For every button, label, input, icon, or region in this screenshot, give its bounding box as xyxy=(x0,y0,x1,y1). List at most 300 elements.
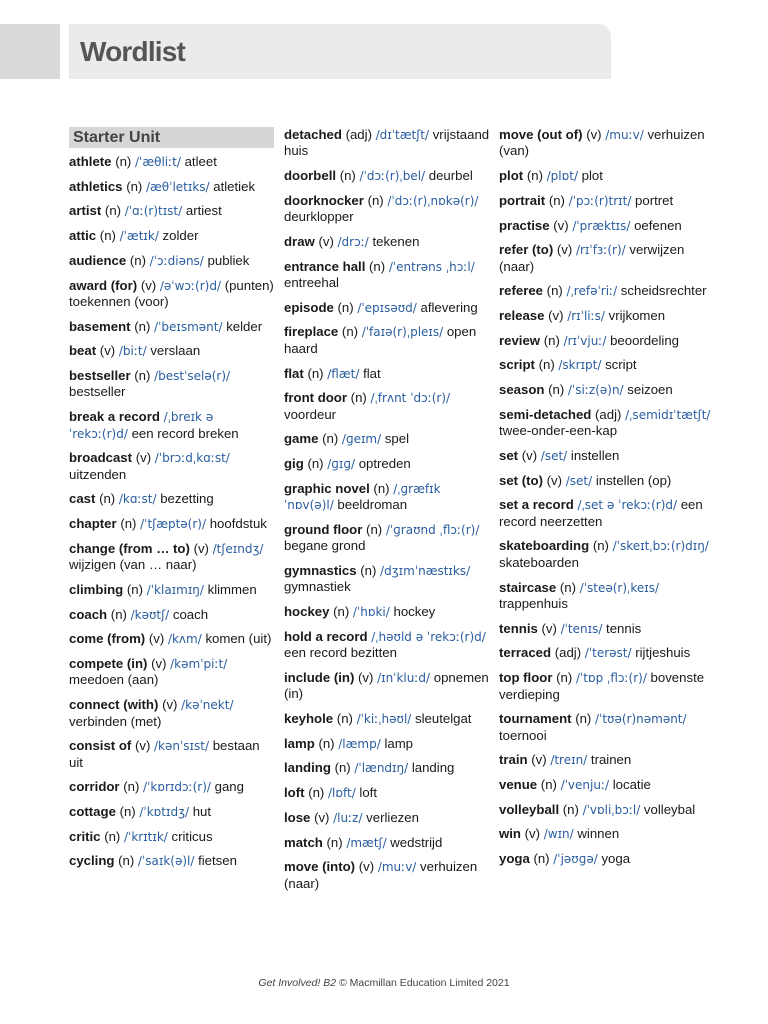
headword: gig xyxy=(284,456,304,472)
headword: move (into) xyxy=(284,859,356,875)
part-of-speech: (n) xyxy=(118,853,135,869)
translation: seizoen xyxy=(627,382,673,398)
phonetic-transcription: /ˈdɔː(r)ˌbel/ xyxy=(359,169,426,184)
wordlist-entry xyxy=(499,711,717,744)
part-of-speech: (v) xyxy=(586,127,602,142)
translation: skateboarden xyxy=(499,554,579,570)
translation: coach xyxy=(172,606,209,622)
translation: publiek xyxy=(207,252,250,268)
translation: beoordeling xyxy=(610,332,680,348)
part-of-speech: (n) xyxy=(526,168,543,184)
translation: artiest xyxy=(185,203,222,219)
headword: set a record xyxy=(499,497,574,513)
headword: artist xyxy=(69,203,102,219)
translation: portret xyxy=(635,192,674,208)
part-of-speech: (n) xyxy=(540,777,557,793)
wordlist-entry xyxy=(284,324,494,357)
translation: wijzigen (van … naar) xyxy=(69,557,197,573)
wordlist-entry xyxy=(69,343,274,359)
section-tab-marker xyxy=(0,24,60,79)
headword: broadcast xyxy=(69,450,133,466)
wordlist-entry xyxy=(499,218,717,234)
part-of-speech: (v) xyxy=(524,826,541,842)
wordlist-entry xyxy=(284,127,494,160)
part-of-speech: (v) xyxy=(546,472,563,488)
headword: detached xyxy=(284,127,342,142)
translation: flat xyxy=(363,365,381,381)
translation: beeldroman xyxy=(337,497,408,513)
translation: voordeur xyxy=(284,406,337,422)
part-of-speech: (n) xyxy=(99,228,116,244)
headword: cast xyxy=(69,491,96,507)
part-of-speech: (n) xyxy=(115,154,132,169)
wordlist-entry xyxy=(69,278,274,311)
phonetic-transcription: /kəʊtʃ/ xyxy=(130,607,170,622)
translation: entreehal xyxy=(284,275,339,291)
phonetic-transcription: /ˈklaɪmɪŋ/ xyxy=(146,582,204,597)
wordlist-entry xyxy=(284,670,494,703)
part-of-speech: (v) xyxy=(553,217,569,233)
title-bar xyxy=(69,24,611,79)
wordlist-entry xyxy=(284,234,494,250)
phonetic-transcription: /ˈkɒrɪdɔː(r)/ xyxy=(143,780,211,795)
wordlist-entry xyxy=(284,711,494,727)
translation: hockey xyxy=(393,604,436,620)
translation: verwijzen (naar) xyxy=(499,242,685,274)
wordlist-entry xyxy=(284,481,494,514)
wordlist-entry xyxy=(284,300,494,316)
translation: komen (uit) xyxy=(205,631,272,647)
translation: atleet xyxy=(184,154,217,169)
translation: bestaan uit xyxy=(69,738,260,770)
wordlist-entry xyxy=(499,580,717,613)
phonetic-transcription: /ˈæθliːt/ xyxy=(134,155,181,169)
headword: refer (to) xyxy=(499,242,554,258)
wordlist-entry xyxy=(284,604,494,620)
phonetic-transcription: /drɔː/ xyxy=(337,234,369,249)
part-of-speech: (n) xyxy=(134,368,151,384)
headword: hockey xyxy=(284,604,330,620)
part-of-speech: (n) xyxy=(548,192,565,208)
headword: draw xyxy=(284,233,315,249)
wordlist-entry xyxy=(499,802,717,818)
headword: tennis xyxy=(499,620,538,636)
phonetic-transcription: /ˈlændɪŋ/ xyxy=(354,761,409,776)
translation: locatie xyxy=(612,777,651,793)
headword: change (from … to) xyxy=(69,540,190,556)
headword: move (out of) xyxy=(499,127,583,142)
phonetic-transcription: /set/ xyxy=(565,473,593,488)
wordlist-entry xyxy=(499,645,717,661)
phonetic-transcription: /ˈhɒki/ xyxy=(352,605,390,620)
wordlist-entry xyxy=(499,621,717,637)
translation: trainen xyxy=(590,752,632,768)
part-of-speech: (n) xyxy=(104,203,122,219)
phonetic-transcription: /ˈsteə(r)ˌkeɪs/ xyxy=(579,580,659,595)
headword: athlete xyxy=(69,154,112,169)
headword: set (to) xyxy=(499,472,543,488)
wordlist-entry xyxy=(69,607,274,623)
wordlist-entry xyxy=(69,450,274,483)
footer-copyright: © Macmillan Education Limited 2021 xyxy=(336,977,510,989)
wordlist-entry xyxy=(499,168,717,184)
phonetic-transcription: /kənˈsɪst/ xyxy=(154,739,210,754)
part-of-speech: (n) xyxy=(592,538,609,554)
wordlist-entry xyxy=(284,366,494,382)
translation: bestseller xyxy=(69,384,126,400)
phonetic-transcription: /bestˈselə(r)/ xyxy=(154,369,231,384)
headword: landing xyxy=(284,760,331,776)
part-of-speech: (n) xyxy=(337,299,354,315)
phonetic-transcription: /skrɪpt/ xyxy=(558,358,602,373)
phonetic-transcription: /ˌfrʌnt ˈdɔː(r)/ xyxy=(370,391,451,406)
wordlist-entry xyxy=(69,697,274,730)
part-of-speech: (n) xyxy=(322,431,339,447)
headword: venue xyxy=(499,777,538,793)
headword: break a record xyxy=(69,409,160,425)
headword: train xyxy=(499,752,528,768)
phonetic-transcription: /æθˈletɪks/ xyxy=(145,179,210,194)
part-of-speech: (n) xyxy=(336,711,353,727)
headword: doorknocker xyxy=(284,192,364,208)
part-of-speech: (n) xyxy=(326,834,343,850)
headword: yoga xyxy=(499,851,530,867)
phonetic-transcription: /ˌɡræfɪk ˈnɒv(ə)l/ xyxy=(284,481,441,513)
translation: bovenste verdieping xyxy=(499,670,705,702)
headword: staircase xyxy=(499,579,557,595)
translation: wedstrijd xyxy=(390,834,443,850)
translation: tekenen xyxy=(372,233,420,249)
headword: plot xyxy=(499,168,524,184)
translation: gymnastiek xyxy=(284,579,351,595)
headword: bestseller xyxy=(69,368,131,384)
phonetic-transcription: /kəmˈpiːt/ xyxy=(170,656,228,671)
phonetic-transcription: /lɒft/ xyxy=(327,786,356,801)
wordlist-entry xyxy=(69,582,274,598)
part-of-speech: (v) xyxy=(318,233,334,249)
part-of-speech: (n) xyxy=(110,606,127,622)
headword: cottage xyxy=(69,804,116,820)
translation: begane grond xyxy=(284,538,366,554)
headword: hold a record xyxy=(284,628,368,644)
translation: (punten) toekennen (voor) xyxy=(69,277,274,309)
translation: verhuizen (van) xyxy=(499,127,705,159)
headword: gymnastics xyxy=(284,562,357,578)
headword: review xyxy=(499,332,541,348)
part-of-speech: (n) xyxy=(538,357,555,373)
phonetic-transcription: /dɪˈtætʃt/ xyxy=(375,128,430,142)
wordlist-entry xyxy=(499,777,717,793)
phonetic-transcription: /tʃeɪndʒ/ xyxy=(212,541,264,556)
translation: spel xyxy=(384,431,410,447)
phonetic-transcription: /ɡeɪm/ xyxy=(341,432,382,447)
wordlist-entry xyxy=(499,448,717,464)
part-of-speech: (v) xyxy=(151,655,167,671)
footer-book-title: Get Involved! B2 xyxy=(258,977,337,989)
wordlist-entry xyxy=(69,154,274,170)
phonetic-transcription: /ˈtʃæptə(r)/ xyxy=(140,517,207,532)
headword: volleyball xyxy=(499,801,560,817)
wordlist-entry xyxy=(69,491,274,507)
phonetic-transcription: /ˈɔːdiəns/ xyxy=(149,253,204,268)
translation: lamp xyxy=(384,735,414,751)
part-of-speech: (adj) xyxy=(595,406,622,422)
wordlist-entry xyxy=(284,259,494,292)
wordlist-entry xyxy=(499,670,717,703)
headword: game xyxy=(284,431,319,447)
headword: corridor xyxy=(69,779,120,795)
part-of-speech: (n) xyxy=(104,828,121,844)
phonetic-transcription: /ˈterəst/ xyxy=(584,646,632,661)
headword: basement xyxy=(69,318,131,334)
part-of-speech: (n) xyxy=(126,178,143,194)
headword: win xyxy=(499,826,521,842)
headword: entrance hall xyxy=(284,258,366,274)
part-of-speech: (n) xyxy=(99,491,116,507)
wordlist-entry xyxy=(284,736,494,752)
headword: athletics xyxy=(69,178,123,194)
part-of-speech: (v) xyxy=(134,738,151,754)
wordlist-entry xyxy=(69,319,274,335)
translation: opnemen (in) xyxy=(284,669,489,702)
part-of-speech: (n) xyxy=(129,252,146,268)
translation: kelder xyxy=(226,318,263,334)
translation: yoga xyxy=(601,851,631,867)
phonetic-transcription: /læmp/ xyxy=(338,736,381,751)
phonetic-transcription: /kəˈnekt/ xyxy=(181,698,234,713)
headword: beat xyxy=(69,343,97,359)
translation: trappenhuis xyxy=(499,595,568,611)
wordlist-column-2 xyxy=(284,127,494,900)
headword: award (for) xyxy=(69,277,138,293)
phonetic-transcription: /ɡɪɡ/ xyxy=(327,457,356,472)
phonetic-transcription: /ˌsemidɪˈtætʃt/ xyxy=(625,407,711,422)
headword: release xyxy=(499,308,545,324)
headword: connect (with) xyxy=(69,697,159,713)
part-of-speech: (n) xyxy=(126,581,144,597)
phonetic-transcription: /ɪnˈkluːd/ xyxy=(377,670,431,685)
phonetic-transcription: /ˈætɪk/ xyxy=(119,229,159,244)
translation: criticus xyxy=(171,828,213,844)
phonetic-transcription: /ˈɑː(r)tɪst/ xyxy=(124,204,183,219)
part-of-speech: (v) xyxy=(162,697,178,713)
wordlist-entry xyxy=(69,253,274,269)
part-of-speech: (n) xyxy=(341,324,359,340)
page-footer xyxy=(0,977,768,989)
phonetic-transcription: /ˈsaɪk(ə)l/ xyxy=(137,854,195,869)
translation: atletiek xyxy=(213,178,256,194)
translation: volleybal xyxy=(643,801,696,817)
wordlist-entry xyxy=(284,431,494,447)
part-of-speech: (adj) xyxy=(554,645,582,661)
phonetic-transcription: /luːz/ xyxy=(333,810,363,825)
headword: script xyxy=(499,357,535,373)
translation: verliezen xyxy=(366,809,419,825)
phonetic-transcription: /rɪˈliːs/ xyxy=(567,309,605,324)
translation: sleutelgat xyxy=(415,711,472,727)
translation: deurklopper xyxy=(284,209,354,225)
translation: winnen xyxy=(577,826,620,842)
part-of-speech: (v) xyxy=(548,308,564,324)
headword: flat xyxy=(284,365,304,381)
part-of-speech: (n) xyxy=(548,382,565,398)
phonetic-transcription: /ˈbrɔːdˌkɑːst/ xyxy=(154,451,230,466)
phonetic-transcription: /ˈvɒliˌbɔːl/ xyxy=(582,802,641,817)
phonetic-transcription: /ˈtɒp ˌflɔː(r)/ xyxy=(575,671,647,686)
wordlist-entry xyxy=(499,826,717,842)
part-of-speech: (n) xyxy=(559,579,576,595)
part-of-speech: (n) xyxy=(360,562,377,578)
phonetic-transcription: /ˌbreɪk ə ˈrekɔː(r)d/ xyxy=(69,410,214,441)
phonetic-transcription: /ˌhəʊld ə ˈrekɔː(r)d/ xyxy=(371,629,486,644)
phonetic-transcription: /kɑːst/ xyxy=(118,492,157,507)
translation: aflevering xyxy=(420,299,478,315)
wordlist-entry xyxy=(284,563,494,596)
phonetic-transcription: /wɪn/ xyxy=(543,827,574,842)
headword: practise xyxy=(499,217,550,233)
translation: fietsen xyxy=(198,853,237,869)
wordlist-entry xyxy=(284,629,494,662)
page-title: Wordlist xyxy=(80,36,186,67)
wordlist-entry xyxy=(499,242,717,275)
part-of-speech: (n) xyxy=(575,711,592,727)
translation: zolder xyxy=(162,228,199,244)
wordlist-entry xyxy=(69,203,274,219)
part-of-speech: (v) xyxy=(193,540,209,556)
part-of-speech: (n) xyxy=(366,521,383,537)
phonetic-transcription: /ˈvenjuː/ xyxy=(560,778,610,793)
phonetic-transcription: /ˈtenɪs/ xyxy=(560,621,603,636)
headword: loft xyxy=(284,785,305,801)
translation: open haard xyxy=(284,324,477,356)
part-of-speech: (n) xyxy=(369,258,386,274)
wordlist-entry xyxy=(499,538,717,571)
wordlist-entry xyxy=(499,283,717,299)
wordlist-entry xyxy=(69,368,274,401)
translation: verbinden (met) xyxy=(69,713,162,729)
translation: twee-onder-een-kap xyxy=(499,423,618,439)
part-of-speech: (n) xyxy=(119,804,136,820)
translation: oefenen xyxy=(634,217,682,233)
headword: coach xyxy=(69,606,108,622)
translation: landing xyxy=(411,760,455,776)
translation: een record neerzetten xyxy=(499,497,703,529)
phonetic-transcription: /ˈepɪsəʊd/ xyxy=(357,300,417,315)
phonetic-transcription: /ˈkrɪtɪk/ xyxy=(124,829,168,844)
headword: attic xyxy=(69,228,97,244)
part-of-speech: (adj) xyxy=(345,127,372,142)
part-of-speech: (n) xyxy=(339,168,356,184)
headword: critic xyxy=(69,828,101,844)
translation: toernooi xyxy=(499,727,547,743)
part-of-speech: (v) xyxy=(556,242,573,258)
part-of-speech: (n) xyxy=(307,456,324,472)
phonetic-transcription: /ˈentrəns ˌhɔːl/ xyxy=(388,259,475,274)
translation: optreden xyxy=(358,456,411,472)
translation: verslaan xyxy=(150,343,201,359)
headword: doorbell xyxy=(284,168,337,184)
phonetic-transcription: /ˈbeɪsmənt/ xyxy=(154,319,223,334)
part-of-speech: (v) xyxy=(140,277,157,293)
part-of-speech: (n) xyxy=(134,318,151,334)
phonetic-transcription: /muːv/ xyxy=(605,128,644,142)
wordlist-entry xyxy=(284,193,494,226)
wordlist-entry xyxy=(284,390,494,423)
phonetic-transcription: /ˈjəʊɡə/ xyxy=(553,852,598,867)
headword: lose xyxy=(284,809,311,825)
translation: gang xyxy=(214,779,244,795)
headword: season xyxy=(499,382,545,398)
headword: chapter xyxy=(69,516,117,532)
translation: rijtjeshuis xyxy=(635,645,691,661)
part-of-speech: (v) xyxy=(358,669,374,685)
phonetic-transcription: /ˈpræktɪs/ xyxy=(572,218,631,233)
part-of-speech: (n) xyxy=(333,604,350,620)
wordlist-entry xyxy=(284,760,494,776)
part-of-speech: (n) xyxy=(350,390,367,406)
part-of-speech: (v) xyxy=(358,859,375,875)
phonetic-transcription: /ˈkiːˌhəʊl/ xyxy=(356,712,412,727)
headword: climbing xyxy=(69,581,124,597)
phonetic-transcription: /set/ xyxy=(540,448,568,463)
wordlist-entry xyxy=(69,541,274,574)
wordlist-entry xyxy=(499,473,717,489)
translation: loft xyxy=(359,785,378,801)
wordlist-entry xyxy=(499,308,717,324)
wordlist-entry xyxy=(284,835,494,851)
part-of-speech: (v) xyxy=(148,631,165,647)
phonetic-transcription: /muːv/ xyxy=(377,860,417,875)
part-of-speech: (v) xyxy=(135,450,152,466)
part-of-speech: (n) xyxy=(123,779,140,795)
headword: audience xyxy=(69,252,127,268)
part-of-speech: (v) xyxy=(314,809,330,825)
headword: episode xyxy=(284,299,334,315)
wordlist-entry xyxy=(284,168,494,184)
translation: een record breken xyxy=(131,425,239,441)
wordlist-entry xyxy=(69,738,274,771)
translation: hut xyxy=(192,804,212,820)
phonetic-transcription: /biːt/ xyxy=(118,344,147,359)
phonetic-transcription: /rɪˈfɜː(r)/ xyxy=(575,243,626,258)
part-of-speech: (n) xyxy=(533,851,550,867)
phonetic-transcription: /əˈwɔː(r)d/ xyxy=(159,278,222,293)
headword: terraced xyxy=(499,645,552,661)
phonetic-transcription: /ˈɡraʊnd ˌflɔː(r)/ xyxy=(385,522,480,537)
translation: scheidsrechter xyxy=(620,283,707,299)
translation: verhuizen (naar) xyxy=(284,859,478,891)
headword: set xyxy=(499,447,519,463)
wordlist-entry xyxy=(69,516,274,532)
wordlist-entry xyxy=(69,829,274,845)
wordlist-column-3 xyxy=(499,127,717,876)
phonetic-transcription: /ˈpɔː(r)trɪt/ xyxy=(568,193,632,208)
translation: bezetting xyxy=(160,491,214,507)
wordlist-entry xyxy=(69,179,274,195)
headword: portrait xyxy=(499,192,546,208)
wordlist-entry xyxy=(499,752,717,768)
headword: graphic novel xyxy=(284,480,370,496)
wordlist-entry xyxy=(69,853,274,869)
headword: referee xyxy=(499,283,543,299)
wordlist-entry xyxy=(69,631,274,647)
translation: instellen (op) xyxy=(595,472,672,488)
part-of-speech: (v) xyxy=(99,343,116,359)
wordlist-entry xyxy=(69,409,274,442)
wordlist-entry xyxy=(284,522,494,555)
phonetic-transcription: /rɪˈvjuː/ xyxy=(563,333,607,348)
wordlist-entry xyxy=(284,456,494,472)
